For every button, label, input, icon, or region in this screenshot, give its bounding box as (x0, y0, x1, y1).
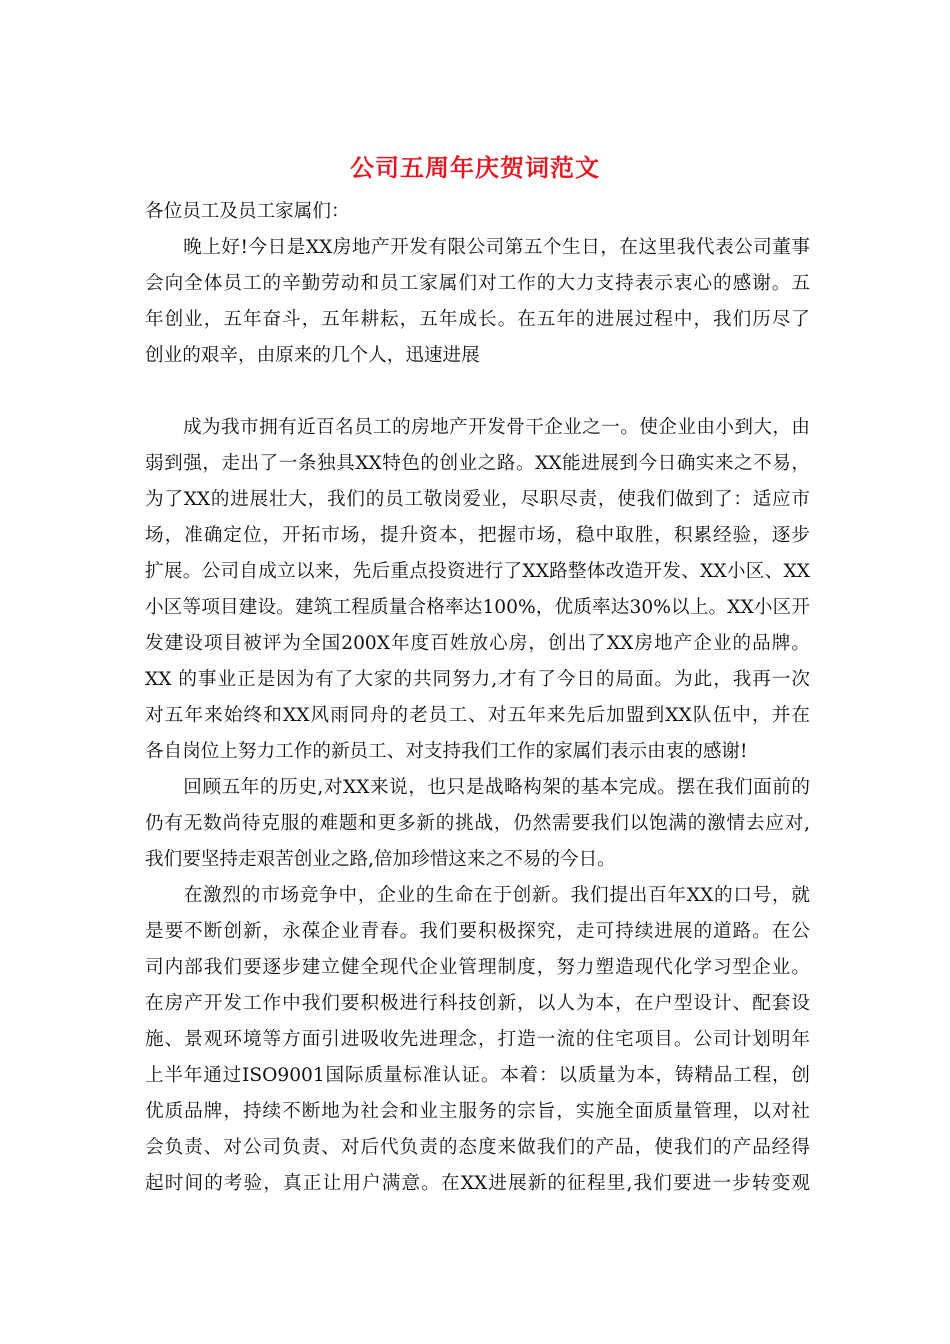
text-line: 小区等项目建设。建筑工程质量合格率达100%，优质率达30%以上。XX小区开 (145, 597, 810, 618)
text-line: 成为我市拥有近百名员工的房地产开发骨干企业之一。使企业由小到大，由 (145, 417, 810, 438)
text-line: 各自岗位上努力工作的新员工、对支持我们工作的家属们表示由衷的感谢! (145, 741, 748, 762)
document-title: 公司五周年庆贺词范文 (350, 153, 600, 182)
text-line: 司内部我们要逐步建立健全现代企业管理制度，努力塑造现代化学习型企业。 (145, 957, 810, 978)
text-line: 创业的艰辛，由原来的几个人，迅速进展 (145, 345, 480, 366)
text-line: 扩展。公司自成立以来，先后重点投资进行了XX路整体改造开发、XX小区、XX (145, 561, 810, 582)
text-line: 年创业，五年奋斗，五年耕耘，五年成长。在五年的进展过程中，我们历尽了 (145, 309, 810, 330)
text-line: 对五年来始终和XX风雨同舟的老员工、对五年来先后加盟到XX队伍中，并在 (145, 705, 810, 726)
text-line: 在房产开发工作中我们要积极进行科技创新，以人为本，在户型设计、配套设 (145, 993, 810, 1014)
text-line: 发建设项目被评为全国200X年度百姓放心房，创出了XX房地产企业的品牌。 (145, 633, 810, 654)
text-line: 为了XX的进展壮大，我们的员工敬岗爱业，尽职尽责，使我们做到了：适应市 (145, 489, 810, 510)
text-line: 在激烈的市场竞争中，企业的生命在于创新。我们提出百年XX的口号，就 (145, 885, 810, 906)
text-line: 弱到强，走出了一条独具XX特色的创业之路。XX能进展到今日确实来之不易， (145, 453, 810, 474)
text-line: 会负责、对公司负责、对后代负责的态度来做我们的产品，使我们的产品经得 (145, 1137, 810, 1158)
text-line: 各位员工及员工家属们： (145, 201, 350, 222)
text-line: 起时间的考验，真正让用户满意。在XX进展新的征程里,我们要进一步转变观 (145, 1173, 810, 1194)
text-line: 会向全体员工的辛勤劳动和员工家属们对工作的大力支持表示衷心的感谢。五 (145, 273, 810, 294)
text-line: XX 的事业正是因为有了大家的共同努力,才有了今日的局面。为此，我再一次 (145, 669, 810, 690)
text-line: 晚上好!今日是XX房地产开发有限公司第五个生日，在这里我代表公司董事 (145, 237, 810, 258)
text-line: 回顾五年的历史,对XX来说，也只是战略构架的基本完成。摆在我们面前的 (145, 777, 810, 798)
text-line: 优质品牌，持续不断地为社会和业主服务的宗旨，实施全面质量管理，以对社 (145, 1101, 810, 1122)
text-line: 场，准确定位，开拓市场，提升资本，把握市场，稳中取胜，积累经验，逐步 (145, 525, 810, 546)
text-line: 我们要坚持走艰苦创业之路,倍加珍惜这来之不易的今日。 (145, 849, 616, 870)
text-line: 仍有无数尚待克服的难题和更多新的挑战，仍然需要我们以饱满的激情去应对, (145, 813, 810, 834)
text-line: 上半年通过ISO9001国际质量标准认证。本着：以质量为本，铸精品工程，创 (145, 1065, 810, 1086)
text-line: 是要不断创新，永葆企业青春。我们要积极探究，走可持续进展的道路。在公 (145, 921, 810, 942)
text-line: 施、景观环境等方面引进吸收先进理念，打造一流的住宅项目。公司计划明年 (145, 1029, 810, 1050)
